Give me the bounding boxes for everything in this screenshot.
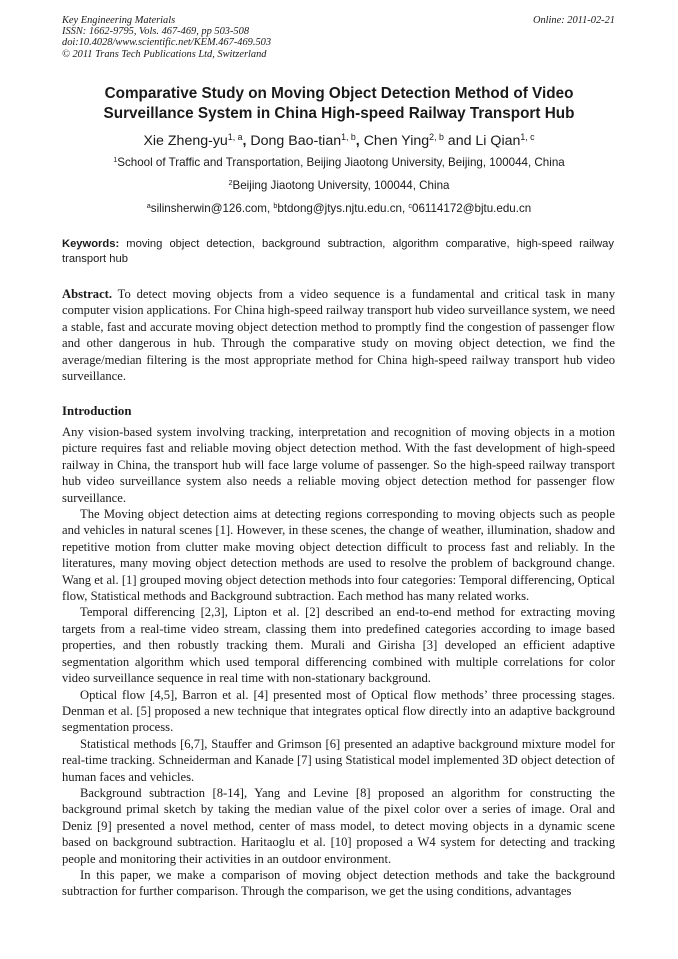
affiliation-text: Beijing Jiaotong University, 100044, China <box>232 179 450 192</box>
abstract <box>62 286 615 384</box>
author-list <box>62 132 616 150</box>
affiliation-text: School of Traffic and Transportation, Beijing Jiaotong University, Beijing, 100044, China <box>117 156 565 169</box>
online-date: Online: 2011-02-21 <box>532 15 615 26</box>
abstract-label: Abstract. <box>62 287 113 301</box>
paragraph: Any vision-based system involving tracking, interpretation and recognition of moving objects in a motion picture requires fast and reliable moving object detection method. With the fast development of high-speed railway in China, the transport hub will face large volume of passenger. So the high-speed railway transport hub video surveillance system also needs a reliable moving object detection method for passenger flow surveillance. <box>62 425 615 505</box>
author-affiliation-mark: 1, c <box>520 132 535 143</box>
title-line-2: Surveillance System in China High-speed Railway Transport Hub <box>103 105 575 122</box>
affiliation-2 <box>62 179 616 193</box>
author-name: Dong Bao-tian <box>250 133 342 149</box>
paper-title <box>62 84 616 124</box>
email-line <box>62 202 616 216</box>
author-name: Li Qian <box>475 133 521 149</box>
email-mark: a <box>146 201 151 211</box>
paragraph: In this paper, we make a comparison of moving object detection methods and take the background subtraction for further comparison. Through the comparison, we get the using conditions, advantages <box>62 867 615 899</box>
author-separator: and <box>443 133 476 149</box>
copyright-line: © 2011 Trans Tech Publications Ltd, Switzerland <box>62 48 267 60</box>
email-mark: b <box>273 201 278 211</box>
paragraph: Statistical methods [6,7], Stauffer and Grimson [6] presented an adaptive background mixture model for real-time tracking. Schneiderman and Kanade [7] using Statistical model implemented 3D object detection of human faces and vehicles. <box>62 736 615 784</box>
keywords-text: moving object detection, background subtraction, algorithm comparative, high-speed railway transport hub <box>62 238 614 265</box>
title-line-1: Comparative Study on Moving Object Detection Method of Video <box>104 85 574 102</box>
paragraph: The Moving object detection aims at detecting regions corresponding to moving objects such as people and vehicles in natural scenes [1]. However, in these scenes, the change of weather, illumination, shadow and repetitive motion from clutter make moving object detection difficult to process fast and reliably. In the literatures, many moving object detection methods are used to resolve the problem of background change. Wang et al. [1] grouped moving object detection methods into four categories: Temporal differencing, Optical flow, Statistical methods and Background subtraction. Each method has many related works. <box>62 507 615 604</box>
section-heading: Introduction <box>62 404 132 418</box>
email-address: 06114172@bjtu.edu.cn <box>412 202 532 215</box>
author-separator: , <box>242 133 251 149</box>
paragraph: Background subtraction [8-14], Yang and Levine [8] proposed an algorithm for constructing the background primal sketch by taking the median value of the pixel color over a series of image. Oral and Deniz [9] presented a novel method, center of mass model, to detect moving objects in a dynamic scene based on background subtraction. Haritaoglu et al. [10] proposed a W4 system for detecting and tracking people and monitoring their activities in an outdoor environment. <box>62 785 615 866</box>
affiliation-mark: 2 <box>228 178 233 188</box>
paragraph: Optical flow [4,5], Barron et al. [4] presented most of Optical flow methods’ three processing stages. Denman et al. [5] proposed a new technique that integrates optical flow directly into an adaptive background segmentation process. <box>62 687 615 735</box>
author-affiliation-mark: 1, b <box>341 132 356 143</box>
author-name: Chen Ying <box>363 133 430 149</box>
affiliation-mark: 1 <box>113 155 118 165</box>
author-separator: , <box>355 133 364 149</box>
email-address: silinsherwin@126.com, <box>150 202 274 215</box>
abstract-text: To detect moving objects from a video sequence is a fundamental and critical task in many computer vision applications. For China high-speed railway transport hub video surveillance system, we need a stable, fast and accurate moving object detection method to promptly find the congestion of passenger flow and other dangerous in hub. Through the comparative study on moving object detection, we find the average/median filtering is the most appropriate method for China high-speed railway transport hub video surveillance. <box>62 287 615 384</box>
journal-header <box>62 15 615 60</box>
keywords <box>62 237 614 267</box>
issn-line: ISSN: 1662-9795, Vols. 467-469, pp 503-508 <box>62 26 250 38</box>
email-address: btdong@jtys.njtu.edu.cn, <box>277 202 409 215</box>
journal-name: Key Engineering Materials <box>62 15 176 26</box>
author-name: Xie Zheng-yu <box>143 133 228 149</box>
author-affiliation-mark: 1, a <box>227 132 243 143</box>
keywords-label: Keywords: <box>62 238 120 250</box>
paragraph: Temporal differencing [2,3], Lipton et al. [2] described an end-to-end method for extracting moving targets from a real-time video stream, classing them into predefined categories according to image based properties, and then robustly tracking them. Murali and Girisha [3] developed an efficient adaptive segmentation algorithm which used temporal differencing combined with multiple correlations for color video surveillance sequence in real time with non-stationary background. <box>62 605 615 686</box>
doi-line: doi:10.4028/www.scientific.net/KEM.467-469.503 <box>62 37 272 49</box>
email-mark: c <box>408 201 412 211</box>
author-affiliation-mark: 2, b <box>429 132 444 143</box>
introduction-body <box>62 424 615 900</box>
affiliation-1 <box>62 156 616 170</box>
